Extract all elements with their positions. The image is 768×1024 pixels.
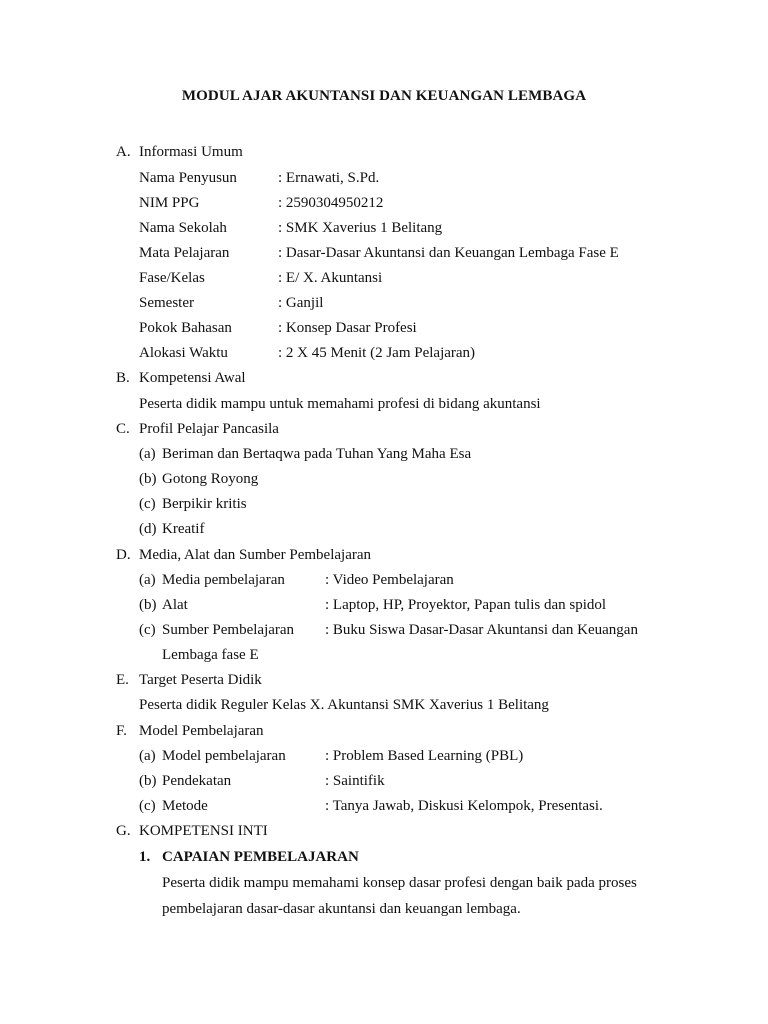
list-item-value: : Video Pembelajaran: [325, 572, 454, 588]
list-item-text: Kreatif: [162, 521, 205, 537]
document-title: MODUL AJAR AKUNTANSI DAN KEUANGAN LEMBAGA: [181, 88, 587, 104]
field-value-fase-kelas: : E/ X. Akuntansi: [278, 270, 383, 286]
section-a-marker: A.: [116, 144, 131, 160]
section-d-marker: D.: [116, 547, 131, 563]
section-e-heading: Target Peserta Didik: [139, 672, 262, 688]
section-e-marker: E.: [116, 672, 129, 688]
field-label-semester: Semester: [139, 295, 194, 311]
paragraph-line: Peserta didik mampu memahami konsep dasar profesi dengan baik pada proses: [162, 875, 637, 891]
list-item-marker: (b): [139, 471, 157, 487]
list-item-text: Gotong Royong: [162, 471, 259, 487]
section-f-marker: F.: [116, 723, 127, 739]
field-value-nama-sekolah: : SMK Xaverius 1 Belitang: [278, 220, 443, 236]
list-item-value: : Buku Siswa Dasar-Dasar Akuntansi dan Keuangan: [325, 622, 638, 638]
section-e-text: Peserta didik Reguler Kelas X. Akuntansi SMK Xaverius 1 Belitang: [139, 697, 549, 713]
section-g-marker: G.: [116, 823, 131, 839]
section-c-marker: C.: [116, 421, 130, 437]
field-label-nama-penyusun: Nama Penyusun: [139, 170, 237, 186]
section-f-heading: Model Pembelajaran: [139, 723, 264, 739]
section-b-heading: Kompetensi Awal: [139, 370, 246, 386]
field-value-pokok-bahasan: : Konsep Dasar Profesi: [278, 320, 417, 336]
list-item-text: Berpikir kritis: [162, 496, 247, 512]
list-item-value: : Problem Based Learning (PBL): [325, 748, 524, 764]
list-item-marker: (c): [139, 622, 156, 638]
subsection-marker: 1.: [139, 849, 151, 865]
field-label-fase-kelas: Fase/Kelas: [139, 270, 205, 286]
paragraph-line: pembelajaran dasar-dasar akuntansi dan keuangan lembaga.: [162, 901, 521, 917]
field-label-mata-pelajaran: Mata Pelajaran: [139, 245, 230, 261]
section-g-heading: KOMPETENSI INTI: [139, 823, 268, 839]
field-value-mata-pelajaran: : Dasar-Dasar Akuntansi dan Keuangan Lembaga Fase E: [278, 245, 619, 261]
list-item-marker: (a): [139, 446, 156, 462]
list-item-continuation: Lembaga fase E: [162, 647, 259, 663]
list-item-marker: (a): [139, 572, 156, 588]
list-item-text: Beriman dan Bertaqwa pada Tuhan Yang Maha Esa: [162, 446, 472, 462]
section-c-heading: Profil Pelajar Pancasila: [139, 421, 279, 437]
field-value-nama-penyusun: : Ernawati, S.Pd.: [278, 170, 380, 186]
list-item-label: Media pembelajaran: [162, 572, 285, 588]
list-item-label: Metode: [162, 798, 208, 814]
field-label-nim-ppg: NIM PPG: [139, 195, 200, 211]
section-b-marker: B.: [116, 370, 130, 386]
section-b-text: Peserta didik mampu untuk memahami profesi di bidang akuntansi: [139, 396, 541, 412]
field-value-semester: : Ganjil: [278, 295, 324, 311]
list-item-marker: (a): [139, 748, 156, 764]
subsection-heading: CAPAIAN PEMBELAJARAN: [162, 849, 359, 865]
field-label-alokasi-waktu: Alokasi Waktu: [139, 345, 228, 361]
field-label-nama-sekolah: Nama Sekolah: [139, 220, 227, 236]
section-d-heading: Media, Alat dan Sumber Pembelajaran: [139, 547, 372, 563]
list-item-label: Alat: [162, 597, 188, 613]
list-item-marker: (c): [139, 496, 156, 512]
list-item-value: : Tanya Jawab, Diskusi Kelompok, Presentasi.: [325, 798, 603, 814]
list-item-marker: (c): [139, 798, 156, 814]
field-value-alokasi-waktu: : 2 X 45 Menit (2 Jam Pelajaran): [278, 345, 476, 361]
section-a-heading: Informasi Umum: [139, 144, 243, 160]
field-label-pokok-bahasan: Pokok Bahasan: [139, 320, 232, 336]
list-item-marker: (b): [139, 773, 157, 789]
list-item-marker: (b): [139, 597, 157, 613]
list-item-value: : Laptop, HP, Proyektor, Papan tulis dan spidol: [325, 597, 607, 613]
list-item-marker: (d): [139, 521, 157, 537]
list-item-label: Model pembelajaran: [162, 748, 286, 764]
list-item-label: Sumber Pembelajaran: [162, 622, 295, 638]
list-item-label: Pendekatan: [162, 773, 232, 789]
field-value-nim-ppg: : 2590304950212: [278, 195, 384, 211]
list-item-value: : Saintifik: [325, 773, 385, 789]
